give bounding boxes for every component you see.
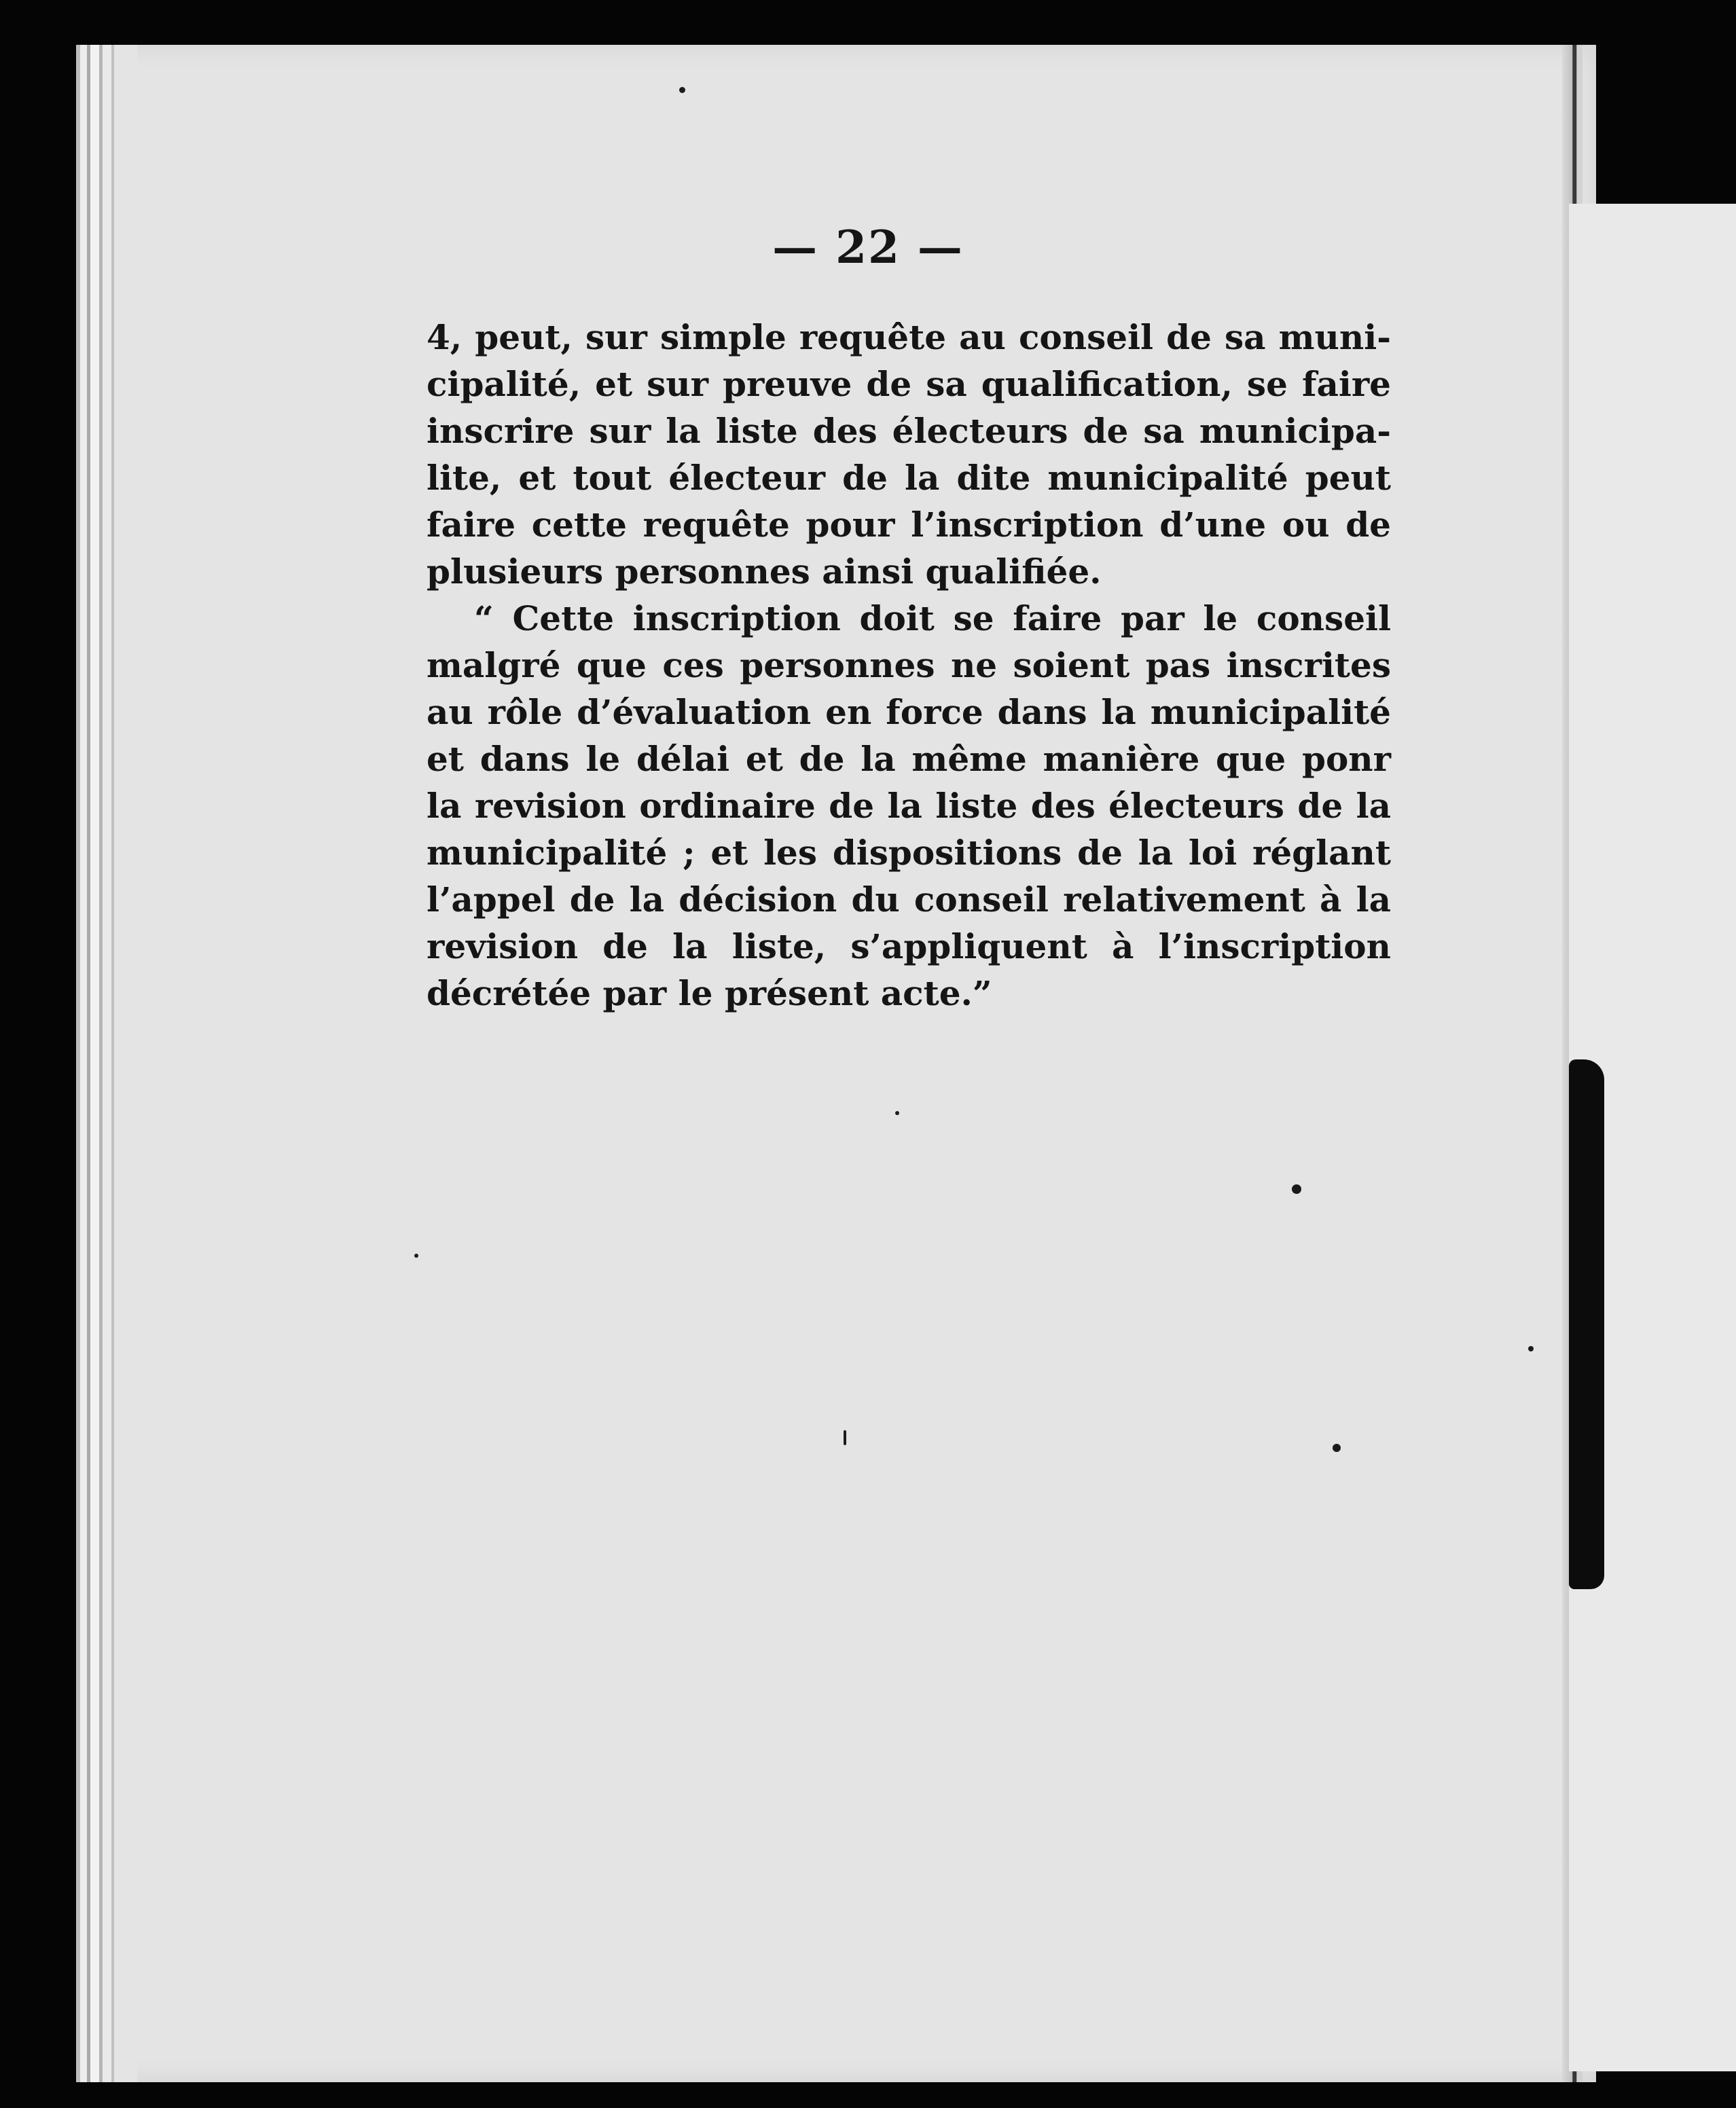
ink-speck <box>844 1430 846 1445</box>
ink-speck <box>679 87 685 93</box>
ink-speck <box>895 1111 899 1115</box>
text-line: “ Cette inscription doit se faire par le conseil <box>474 598 1391 638</box>
text-line: municipalité ; et les dispositions de la loi réglant <box>427 833 1391 873</box>
ink-speck <box>1528 1346 1534 1351</box>
text-line: 4, peut, sur simple requête au conseil de sa muni- <box>427 317 1391 357</box>
text-line: et dans le délai et de la même manière que ponr <box>427 739 1391 779</box>
page-number: — 22 — <box>772 221 964 274</box>
page-edge-stack <box>76 45 137 2082</box>
text-line: décrétée par le présent acte.” <box>427 973 992 1013</box>
body-text <box>427 314 1391 1017</box>
text-line: inscrire sur la liste des électeurs de sa municipa- <box>427 411 1391 451</box>
text-line: au rôle d’évaluation en force dans la municipalité <box>427 692 1391 732</box>
text-line: lite, et tout électeur de la dite municipalité peut <box>427 458 1391 498</box>
text-line: malgré que ces personnes ne soient pas inscrites <box>427 645 1391 685</box>
ink-speck <box>1333 1444 1341 1452</box>
text-line: l’appel de la décision du conseil relativement à la <box>427 879 1391 920</box>
text-line: la revision ordinaire de la liste des électeurs de la <box>427 786 1391 826</box>
text-line: faire cette requête pour l’inscription d’une ou de <box>427 505 1391 545</box>
ink-speck <box>414 1254 418 1258</box>
text-line: cipalité, et sur preuve de sa qualification, se faire <box>427 364 1391 404</box>
torn-gap <box>1569 1059 1604 1589</box>
ink-speck <box>1292 1184 1301 1194</box>
text-line: plusieurs personnes ainsi qualifiée. <box>427 551 1102 592</box>
text-line: revision de la liste, s’appliquent à l’inscription <box>427 926 1391 966</box>
